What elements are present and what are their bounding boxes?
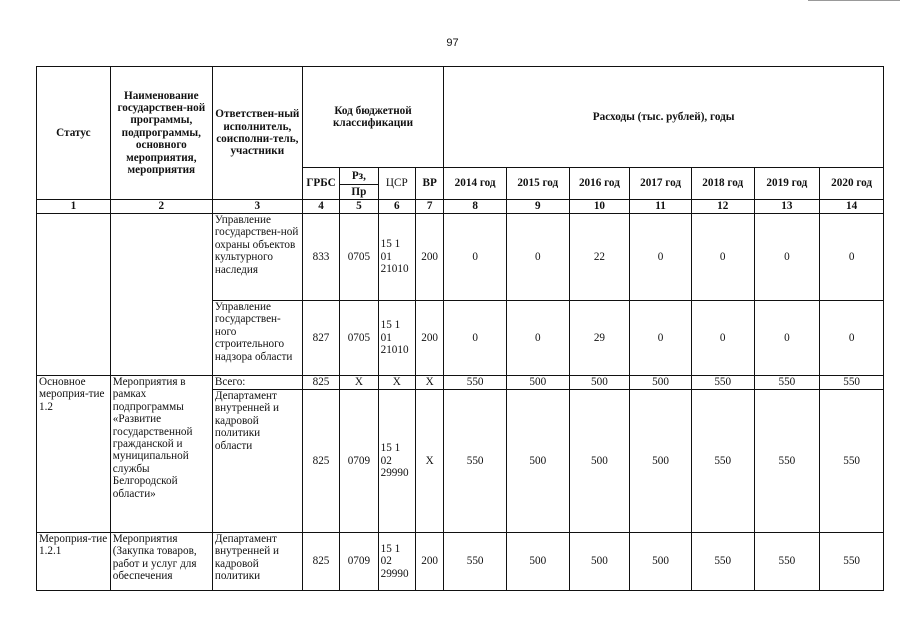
expense-cell: 550 bbox=[754, 390, 820, 533]
csr-cell: 15 1 01 21010 bbox=[378, 214, 415, 301]
budget-table bbox=[36, 66, 884, 591]
vr-cell: 200 bbox=[415, 533, 443, 591]
header-year: 2014 год bbox=[444, 168, 507, 200]
expense-cell: 0 bbox=[820, 301, 884, 376]
header-expenses: Расходы (тыс. рублей), годы bbox=[444, 67, 884, 168]
header-year: 2015 год bbox=[506, 168, 569, 200]
expense-cell: 550 bbox=[444, 390, 507, 533]
status-cell bbox=[37, 214, 111, 376]
expense-cell: 550 bbox=[691, 376, 754, 390]
rzpr-cell: 0705 bbox=[340, 214, 378, 301]
expense-cell: 0 bbox=[820, 214, 884, 301]
expense-cell: 0 bbox=[691, 214, 754, 301]
grbs-cell: 827 bbox=[302, 301, 339, 376]
rzpr-cell: 0709 bbox=[340, 533, 378, 591]
column-number: 10 bbox=[569, 200, 630, 214]
executor-cell: Всего: bbox=[212, 376, 302, 390]
program-name-cell: Мероприятия (Закупка товаров, работ и услуг для обеспечения bbox=[110, 533, 212, 591]
executor-cell: Управление государствен-ной охраны объектов культурного наследия bbox=[212, 214, 302, 301]
column-number: 6 bbox=[378, 200, 415, 214]
grbs-cell: 833 bbox=[302, 214, 339, 301]
column-number: 1 bbox=[37, 200, 111, 214]
header-grbs: ГРБС bbox=[302, 168, 339, 200]
header-year: 2019 год bbox=[754, 168, 820, 200]
column-number: 12 bbox=[691, 200, 754, 214]
header-year: 2016 год bbox=[569, 168, 630, 200]
expense-cell: 500 bbox=[569, 376, 630, 390]
expense-cell: 500 bbox=[506, 533, 569, 591]
expense-cell: 550 bbox=[444, 533, 507, 591]
expense-cell: 0 bbox=[444, 301, 507, 376]
expense-cell: 500 bbox=[630, 376, 692, 390]
program-name-cell: Мероприятия в рамках подпрограммы «Развитие государственной гражданской и муниципальной службы Белгородской области» bbox=[110, 376, 212, 533]
header-year: 2017 год bbox=[630, 168, 692, 200]
expense-cell: 550 bbox=[444, 376, 507, 390]
column-number: 4 bbox=[302, 200, 339, 214]
header-row bbox=[37, 67, 884, 168]
column-number: 2 bbox=[110, 200, 212, 214]
grbs-cell: 825 bbox=[302, 376, 339, 390]
header-executor: Ответствен-ный исполнитель, соисполни-тель, участники bbox=[212, 67, 302, 200]
expense-cell: 0 bbox=[754, 301, 820, 376]
grbs-cell: 825 bbox=[302, 390, 339, 533]
rzpr-cell: 0705 bbox=[340, 301, 378, 376]
column-number: 7 bbox=[415, 200, 443, 214]
vr-cell: 200 bbox=[415, 301, 443, 376]
expense-cell: 500 bbox=[569, 533, 630, 591]
expense-cell: 22 bbox=[569, 214, 630, 301]
expense-cell: 550 bbox=[754, 376, 820, 390]
status-cell: Мероприя-тие 1.2.1 bbox=[37, 533, 111, 591]
expense-cell: 0 bbox=[444, 214, 507, 301]
expense-cell: 500 bbox=[506, 390, 569, 533]
csr-cell: 15 1 02 29990 bbox=[378, 390, 415, 533]
rzpr-cell: Х bbox=[340, 376, 378, 390]
column-number: 13 bbox=[754, 200, 820, 214]
header-status: Статус bbox=[37, 67, 111, 200]
header-pr: Пр bbox=[340, 185, 378, 200]
table-row bbox=[37, 214, 884, 301]
header-year: 2020 год bbox=[820, 168, 884, 200]
expense-cell: 0 bbox=[630, 301, 692, 376]
vr-cell: Х bbox=[415, 376, 443, 390]
scan-edge-line bbox=[808, 0, 900, 1]
expense-cell: 550 bbox=[820, 390, 884, 533]
executor-cell: Управление государствен-ного строительного надзора области bbox=[212, 301, 302, 376]
header-csr: ЦСР bbox=[378, 168, 415, 200]
expense-cell: 500 bbox=[569, 390, 630, 533]
column-number: 3 bbox=[212, 200, 302, 214]
program-name-cell bbox=[110, 214, 212, 376]
vr-cell: 200 bbox=[415, 214, 443, 301]
expense-cell: 550 bbox=[820, 376, 884, 390]
executor-cell: Департамент внутренней и кадровой политики области bbox=[212, 390, 302, 533]
csr-cell: 15 1 02 29990 bbox=[378, 533, 415, 591]
expense-cell: 0 bbox=[630, 214, 692, 301]
header-year: 2018 год bbox=[691, 168, 754, 200]
status-cell: Основное мероприя-тие 1.2 bbox=[37, 376, 111, 533]
column-number: 5 bbox=[340, 200, 378, 214]
column-number: 8 bbox=[444, 200, 507, 214]
page-number: 97 bbox=[446, 37, 459, 49]
expense-cell: 550 bbox=[691, 533, 754, 591]
header-program-name: Наименование государствен-ной программы, подпрограммы, основного мероприятия, мероприятия bbox=[110, 67, 212, 200]
column-number-row bbox=[37, 200, 884, 214]
expense-cell: 0 bbox=[754, 214, 820, 301]
expense-cell: 500 bbox=[630, 533, 692, 591]
expense-cell: 0 bbox=[506, 214, 569, 301]
column-number: 14 bbox=[820, 200, 884, 214]
expense-cell: 550 bbox=[754, 533, 820, 591]
expense-cell: 0 bbox=[691, 301, 754, 376]
header-rz: Рз, bbox=[340, 168, 378, 185]
vr-cell: Х bbox=[415, 390, 443, 533]
header-vr: ВР bbox=[415, 168, 443, 200]
expense-cell: 0 bbox=[506, 301, 569, 376]
table-row bbox=[37, 376, 884, 390]
executor-cell: Департамент внутренней и кадровой политики bbox=[212, 533, 302, 591]
expense-cell: 29 bbox=[569, 301, 630, 376]
expense-cell: 500 bbox=[506, 376, 569, 390]
table-row bbox=[37, 533, 884, 591]
csr-cell: Х bbox=[378, 376, 415, 390]
grbs-cell: 825 bbox=[302, 533, 339, 591]
csr-cell: 15 1 01 21010 bbox=[378, 301, 415, 376]
expense-cell: 550 bbox=[820, 533, 884, 591]
column-number: 11 bbox=[630, 200, 692, 214]
expense-cell: 500 bbox=[630, 390, 692, 533]
column-number: 9 bbox=[506, 200, 569, 214]
rzpr-cell: 0709 bbox=[340, 390, 378, 533]
header-budget-code: Код бюджетной классификации bbox=[302, 67, 443, 168]
expense-cell: 550 bbox=[691, 390, 754, 533]
